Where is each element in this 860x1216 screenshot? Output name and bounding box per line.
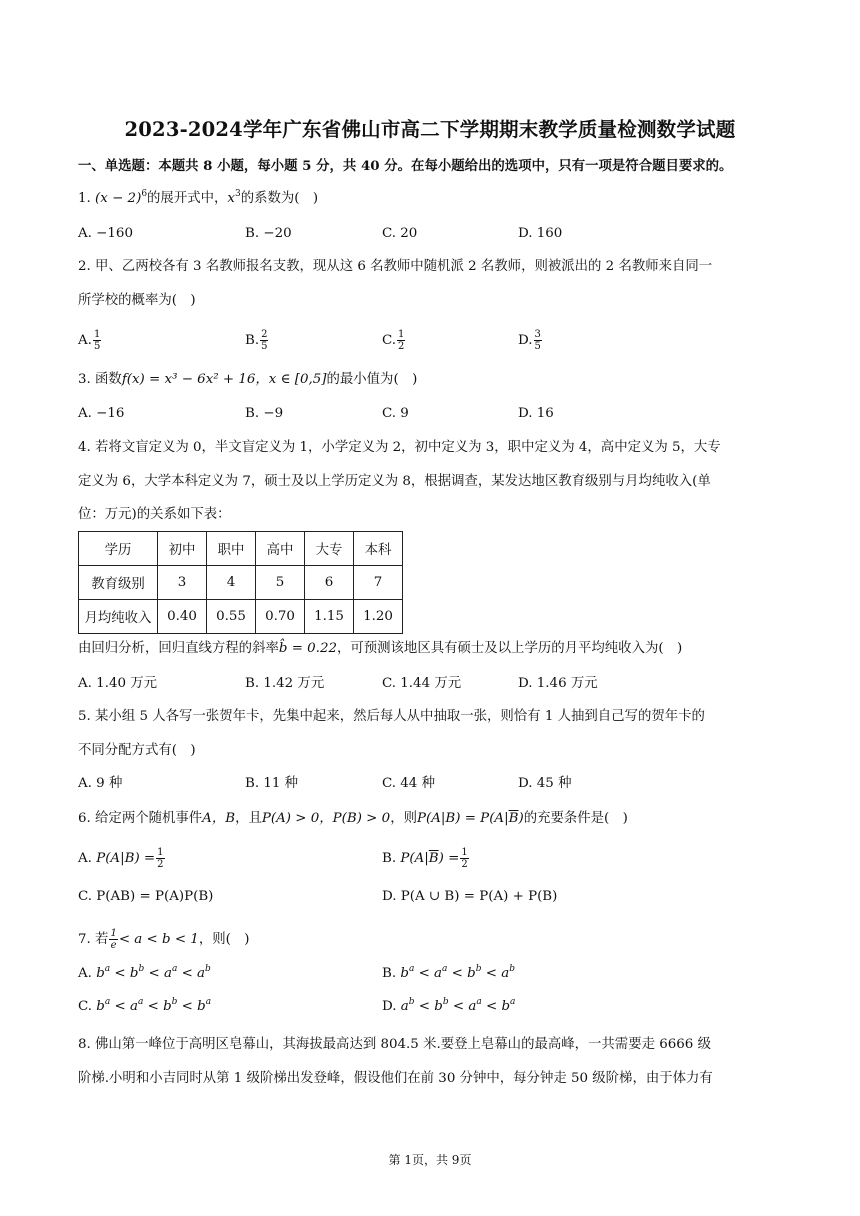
table-cell: 教育级别 bbox=[79, 566, 158, 600]
table-cell: 3 bbox=[158, 566, 207, 600]
question-7-stem: 7. 若 $\frac{1}{e}$ < a < b < 1，则( ) bbox=[78, 928, 250, 951]
question-8-line-1: 8. 佛山第一峰位于高明区皂幕山，其海拔最高达到 804.5 米.要登上皂幕山的最高峰，一共需要走 6666 级 bbox=[78, 1037, 711, 1052]
q1-option-d: D. 160 bbox=[518, 226, 563, 241]
q3-option-a: A. −16 bbox=[78, 406, 125, 421]
table-cell: 1.15 bbox=[305, 600, 354, 634]
q1-option-c: C. 20 bbox=[382, 226, 418, 241]
table-row bbox=[79, 566, 403, 600]
page-footer: 第 1页，共 9页 bbox=[388, 1153, 472, 1167]
q7-option-b: B. $b^a < a^a < b^b < a^b$ bbox=[382, 964, 515, 981]
question-6-stem: 6. 给定两个随机事件A，B，且P(A) > 0，P(B) > 0，则$P(A|B) = P(A|\overline{B})$的充要条件是( ) bbox=[78, 811, 628, 826]
table-cell: 本科 bbox=[354, 532, 403, 566]
question-2-line-2: 所学校的概率为( ) bbox=[78, 293, 196, 308]
q1-option-b: B. −20 bbox=[245, 226, 292, 241]
q6-option-b: B. $P(A|\overline{B})$ = $\frac{1}{2}$ bbox=[382, 847, 468, 870]
q5-option-d: D. 45 种 bbox=[518, 776, 572, 791]
table-cell: 5 bbox=[256, 566, 305, 600]
q2-option-b: B. $\frac{2}{5}$ bbox=[245, 329, 268, 352]
q2-option-a: A. $\frac{1}{5}$ bbox=[78, 329, 101, 352]
q6-option-c: C. P(AB) = P(A)P(B) bbox=[78, 889, 214, 904]
question-3-stem: 3. 函数f(x) = x³ − 6x² + 16，x ∈ [0,5]的最小值为( ) bbox=[78, 372, 418, 387]
page-title: 2023-2024学年广东省佛山市高二下学期期末教学质量检测数学试题 bbox=[124, 118, 736, 141]
q7-option-a: A. $b^a < b^b < a^a < a^b$ bbox=[78, 964, 211, 981]
table-cell: 6 bbox=[305, 566, 354, 600]
q4-option-a: A. 1.40 万元 bbox=[78, 676, 158, 691]
q7-option-c: C. $b^a < a^a < b^b < b^a$ bbox=[78, 997, 212, 1014]
table-cell: 学历 bbox=[79, 532, 158, 566]
table-cell: 初中 bbox=[158, 532, 207, 566]
q5-option-b: B. 11 种 bbox=[245, 776, 299, 791]
table-cell: 大专 bbox=[305, 532, 354, 566]
q6-option-d: D. P(A ∪ B) = P(A) + P(B) bbox=[382, 889, 558, 904]
q5-option-c: C. 44 种 bbox=[382, 776, 435, 791]
question-4-line-2: 定义为 6，大学本科定义为 7，硕士及以上学历定义为 8，根据调查，某发达地区教育级别与月均纯收入(单 bbox=[78, 474, 711, 489]
table-cell: 月均纯收入 bbox=[79, 600, 158, 634]
q1-option-a: A. −160 bbox=[78, 226, 133, 241]
table-cell: 高中 bbox=[256, 532, 305, 566]
q3-option-c: C. 9 bbox=[382, 406, 409, 421]
question-4-line-1: 4. 若将文盲定义为 0，半文盲定义为 1，小学定义为 2，初中定义为 3，职中定义为 4，高中定义为 5，大专 bbox=[78, 440, 721, 455]
table-row bbox=[79, 600, 403, 634]
question-1-stem: 1. $(x - 2)^6$的展开式中，$x^3$的系数为( ) bbox=[78, 189, 319, 206]
q7-option-d: D. $a^b < b^b < a^a < b^a$ bbox=[382, 997, 516, 1014]
q3-option-d: D. 16 bbox=[518, 406, 554, 421]
table-cell: 0.55 bbox=[207, 600, 256, 634]
question-8-line-2: 阶梯.小明和小吉同时从第 1 级阶梯出发登峰，假设他们在前 30 分钟中，每分钟走 50 级阶梯，由于体力有 bbox=[78, 1071, 713, 1086]
q4-option-d: D. 1.46 万元 bbox=[518, 676, 598, 691]
question-2-line-1: 2. 甲、乙两校各有 3 名教师报名支教，现从这 6 名教师中随机派 2 名教师，则被派出的 2 名教师来自同一 bbox=[78, 259, 713, 274]
section-heading: 一、单选题：本题共 8 小题，每小题 5 分，共 40 分。在每小题给出的选项中，只有一项是符合题目要求的。 bbox=[78, 158, 733, 174]
table-cell: 4 bbox=[207, 566, 256, 600]
table-cell: 职中 bbox=[207, 532, 256, 566]
q2-option-c: C. $\frac{1}{2}$ bbox=[382, 329, 405, 352]
table-cell: 0.70 bbox=[256, 600, 305, 634]
q5-option-a: A. 9 种 bbox=[78, 776, 123, 791]
question-5-line-1: 5. 某小组 5 人各写一张贺年卡，先集中起来，然后每人从中抽取一张，则恰有 1 人抽到自己写的贺年卡的 bbox=[78, 709, 705, 724]
table-row bbox=[79, 532, 403, 566]
question-4-followup: 由回归分析，回归直线方程的斜率b̂ = 0.22，可预测该地区具有硕士及以上学历的月平均纯收入为( ) bbox=[78, 641, 683, 656]
table-cell: 7 bbox=[354, 566, 403, 600]
q2-option-d: D. $\frac{3}{5}$ bbox=[518, 329, 541, 352]
education-income-table bbox=[78, 531, 403, 634]
table-cell: 0.40 bbox=[158, 600, 207, 634]
q4-option-b: B. 1.42 万元 bbox=[245, 676, 325, 691]
q4-option-c: C. 1.44 万元 bbox=[382, 676, 462, 691]
q6-option-a: A. P(A|B) = $\frac{1}{2}$ bbox=[78, 847, 164, 870]
q3-option-b: B. −9 bbox=[245, 406, 284, 421]
question-4-line-3: 位：万元)的关系如下表： bbox=[78, 507, 231, 522]
question-5-line-2: 不同分配方式有( ) bbox=[78, 743, 196, 758]
table-cell: 1.20 bbox=[354, 600, 403, 634]
